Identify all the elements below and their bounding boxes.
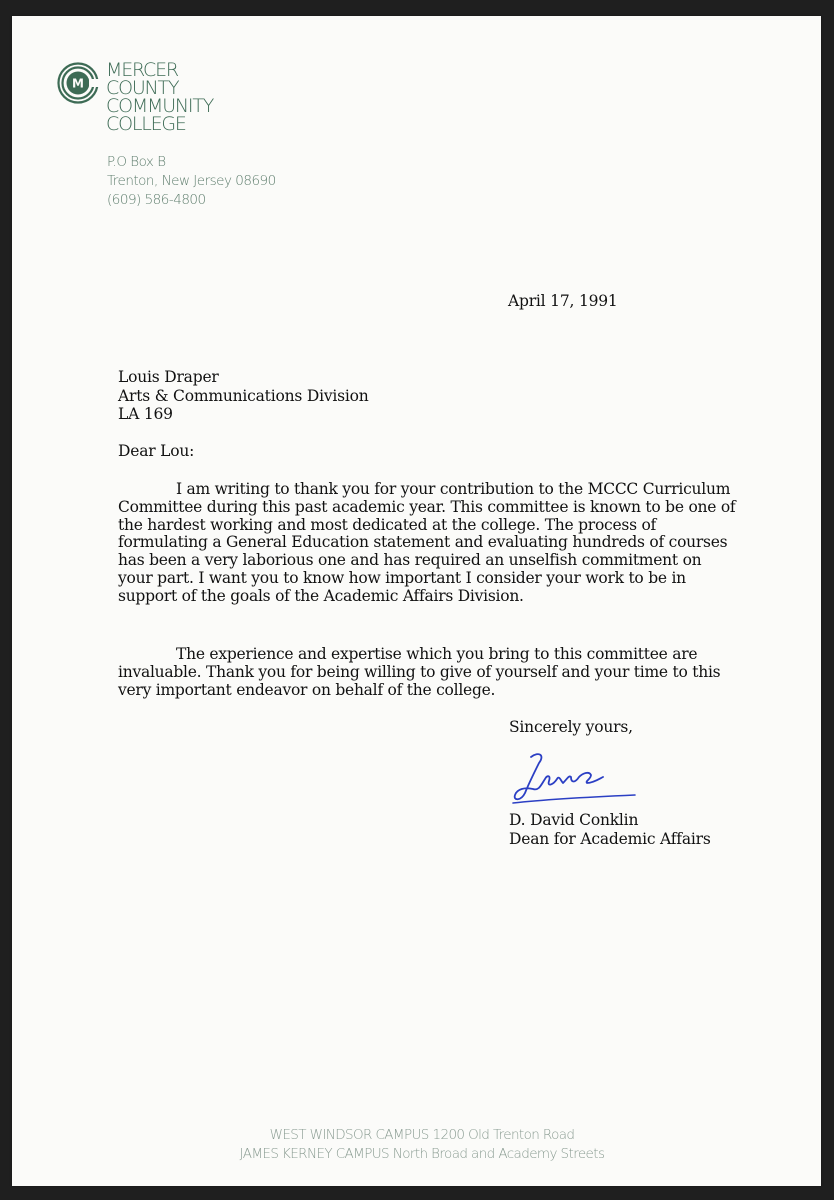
footer-line: JAMES KERNEY CAMPUS North Broad and Academy Streets — [239, 1146, 605, 1162]
letter-page — [12, 16, 821, 1186]
body-paragraph-text: I am writing to thank you for your contribution to the MCCC Curriculum Committee during this past academic year. This committee is known to be one of the hardest working and most dedicated at the college. The process of formulating a General Education statement and evaluating hundreds of courses has been a very laborious one and has required an unselfish commitment on your part. I want you to know how important I consider your work to be in support of the goals of the Academic Affairs Division. — [118, 480, 736, 605]
college-name — [106, 61, 276, 133]
salutation: Dear Lou: — [118, 442, 195, 460]
phone-line: (609) 586-4800 — [107, 192, 206, 208]
college-name-line: MERCER — [106, 59, 178, 81]
body-paragraph-text: The experience and expertise which you bring to this committee are invaluable. Thank you for being willing to give of yourself and your time to this very important endeavor on behalf of the college. — [118, 645, 721, 699]
svg-text:M: M — [72, 76, 84, 91]
closing: Sincerely yours, — [509, 718, 633, 736]
body-paragraph — [118, 646, 740, 699]
recipient-line: LA 169 — [118, 405, 173, 423]
signer-title: Dean for Academic Affairs — [509, 830, 711, 848]
address-line: P.O Box B — [107, 154, 166, 170]
college-name-line: COLLEGE — [106, 113, 186, 135]
signer-name: D. David Conklin — [509, 811, 639, 829]
signer-block — [509, 811, 711, 849]
recipient-line: Arts & Communications Division — [118, 386, 369, 405]
letter-date: April 17, 1991 — [508, 292, 618, 310]
address-line: Trenton, New Jersey 08690 — [107, 173, 276, 189]
recipient-block — [118, 368, 369, 424]
college-logo-icon — [57, 62, 99, 104]
footer-line: WEST WINDSOR CAMPUS 1200 Old Trenton Road — [269, 1127, 575, 1143]
letterhead-footer — [162, 1126, 682, 1164]
college-name-line: COUNTY — [106, 77, 179, 99]
body-paragraph — [118, 481, 740, 606]
college-name-line: COMMUNITY — [106, 95, 214, 117]
handwritten-signature — [509, 749, 639, 809]
recipient-line: Louis Draper — [118, 368, 219, 386]
college-address — [107, 153, 327, 210]
